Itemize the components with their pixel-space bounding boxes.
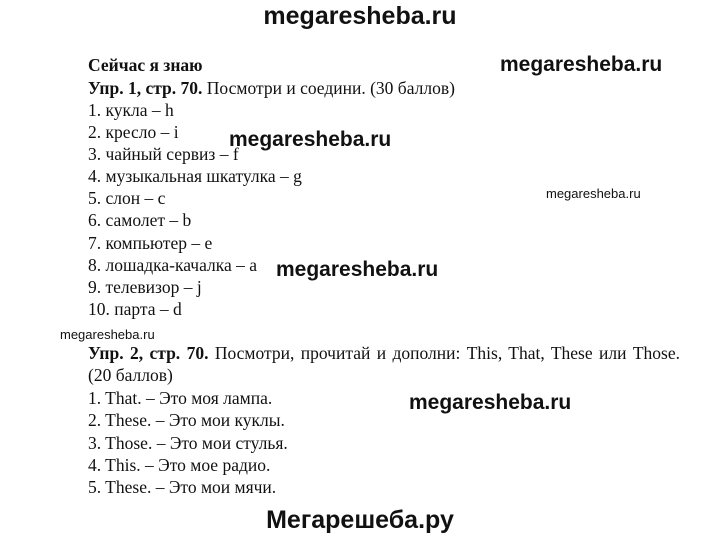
watermark-middle-lower: megaresheba.ru	[276, 258, 439, 281]
exercise-2-title	[88, 342, 680, 386]
list-item: 3. Those. – Это мои стулья.	[88, 432, 288, 453]
list-item: 9. телевизор – j	[88, 276, 202, 297]
list-item: 4. музыкальная шкатулка – g	[88, 166, 302, 187]
watermark-middle: megaresheba.ru	[229, 128, 392, 151]
list-item: 4. This. – Это мое радио.	[88, 454, 271, 475]
watermark-top: megaresheba.ru	[263, 2, 457, 30]
list-item: 7. компьютер – e	[88, 232, 213, 253]
watermark-bottom: Мегарешеба.ру	[266, 506, 454, 534]
list-item: 5. слон – c	[88, 188, 166, 209]
exercise-1-instruction: Посмотри и соедини. (30 баллов)	[206, 78, 455, 98]
exercise-1-title	[88, 77, 455, 99]
exercise-2-label: Упр. 2, стр. 70.	[88, 343, 209, 363]
list-item: 6. самолет – b	[88, 210, 192, 231]
list-item: 1. кукла – h	[88, 100, 174, 120]
exercise-1-label: Упр. 1, стр. 70.	[88, 78, 203, 98]
list-item: 10. парта – d	[88, 298, 182, 319]
list-item: 2. кресло – i	[88, 122, 179, 143]
watermark-lower-right: megaresheba.ru	[409, 391, 572, 414]
exercise-1-list	[88, 99, 302, 320]
list-item: 2. These. – Это мои куклы.	[88, 410, 285, 431]
list-item: 8. лошадка-качалка – a	[88, 254, 257, 275]
exercise-2-list	[88, 387, 288, 498]
watermark-left-small: megaresheba.ru	[60, 327, 155, 342]
watermark-right: megaresheba.ru	[500, 53, 663, 76]
section-heading: Сейчас я знаю	[88, 55, 203, 75]
list-item: 5. These. – Это мои мячи.	[88, 477, 277, 498]
list-item: 1. That. – Это моя лампа.	[88, 388, 273, 408]
list-item: 3. чайный сервиз – f	[88, 144, 239, 165]
exercise-2-instruction: Посмотри, прочитай и дополни: This, That, These или Those. (20 баллов)	[88, 343, 680, 385]
watermark-right-small: megaresheba.ru	[546, 186, 641, 201]
